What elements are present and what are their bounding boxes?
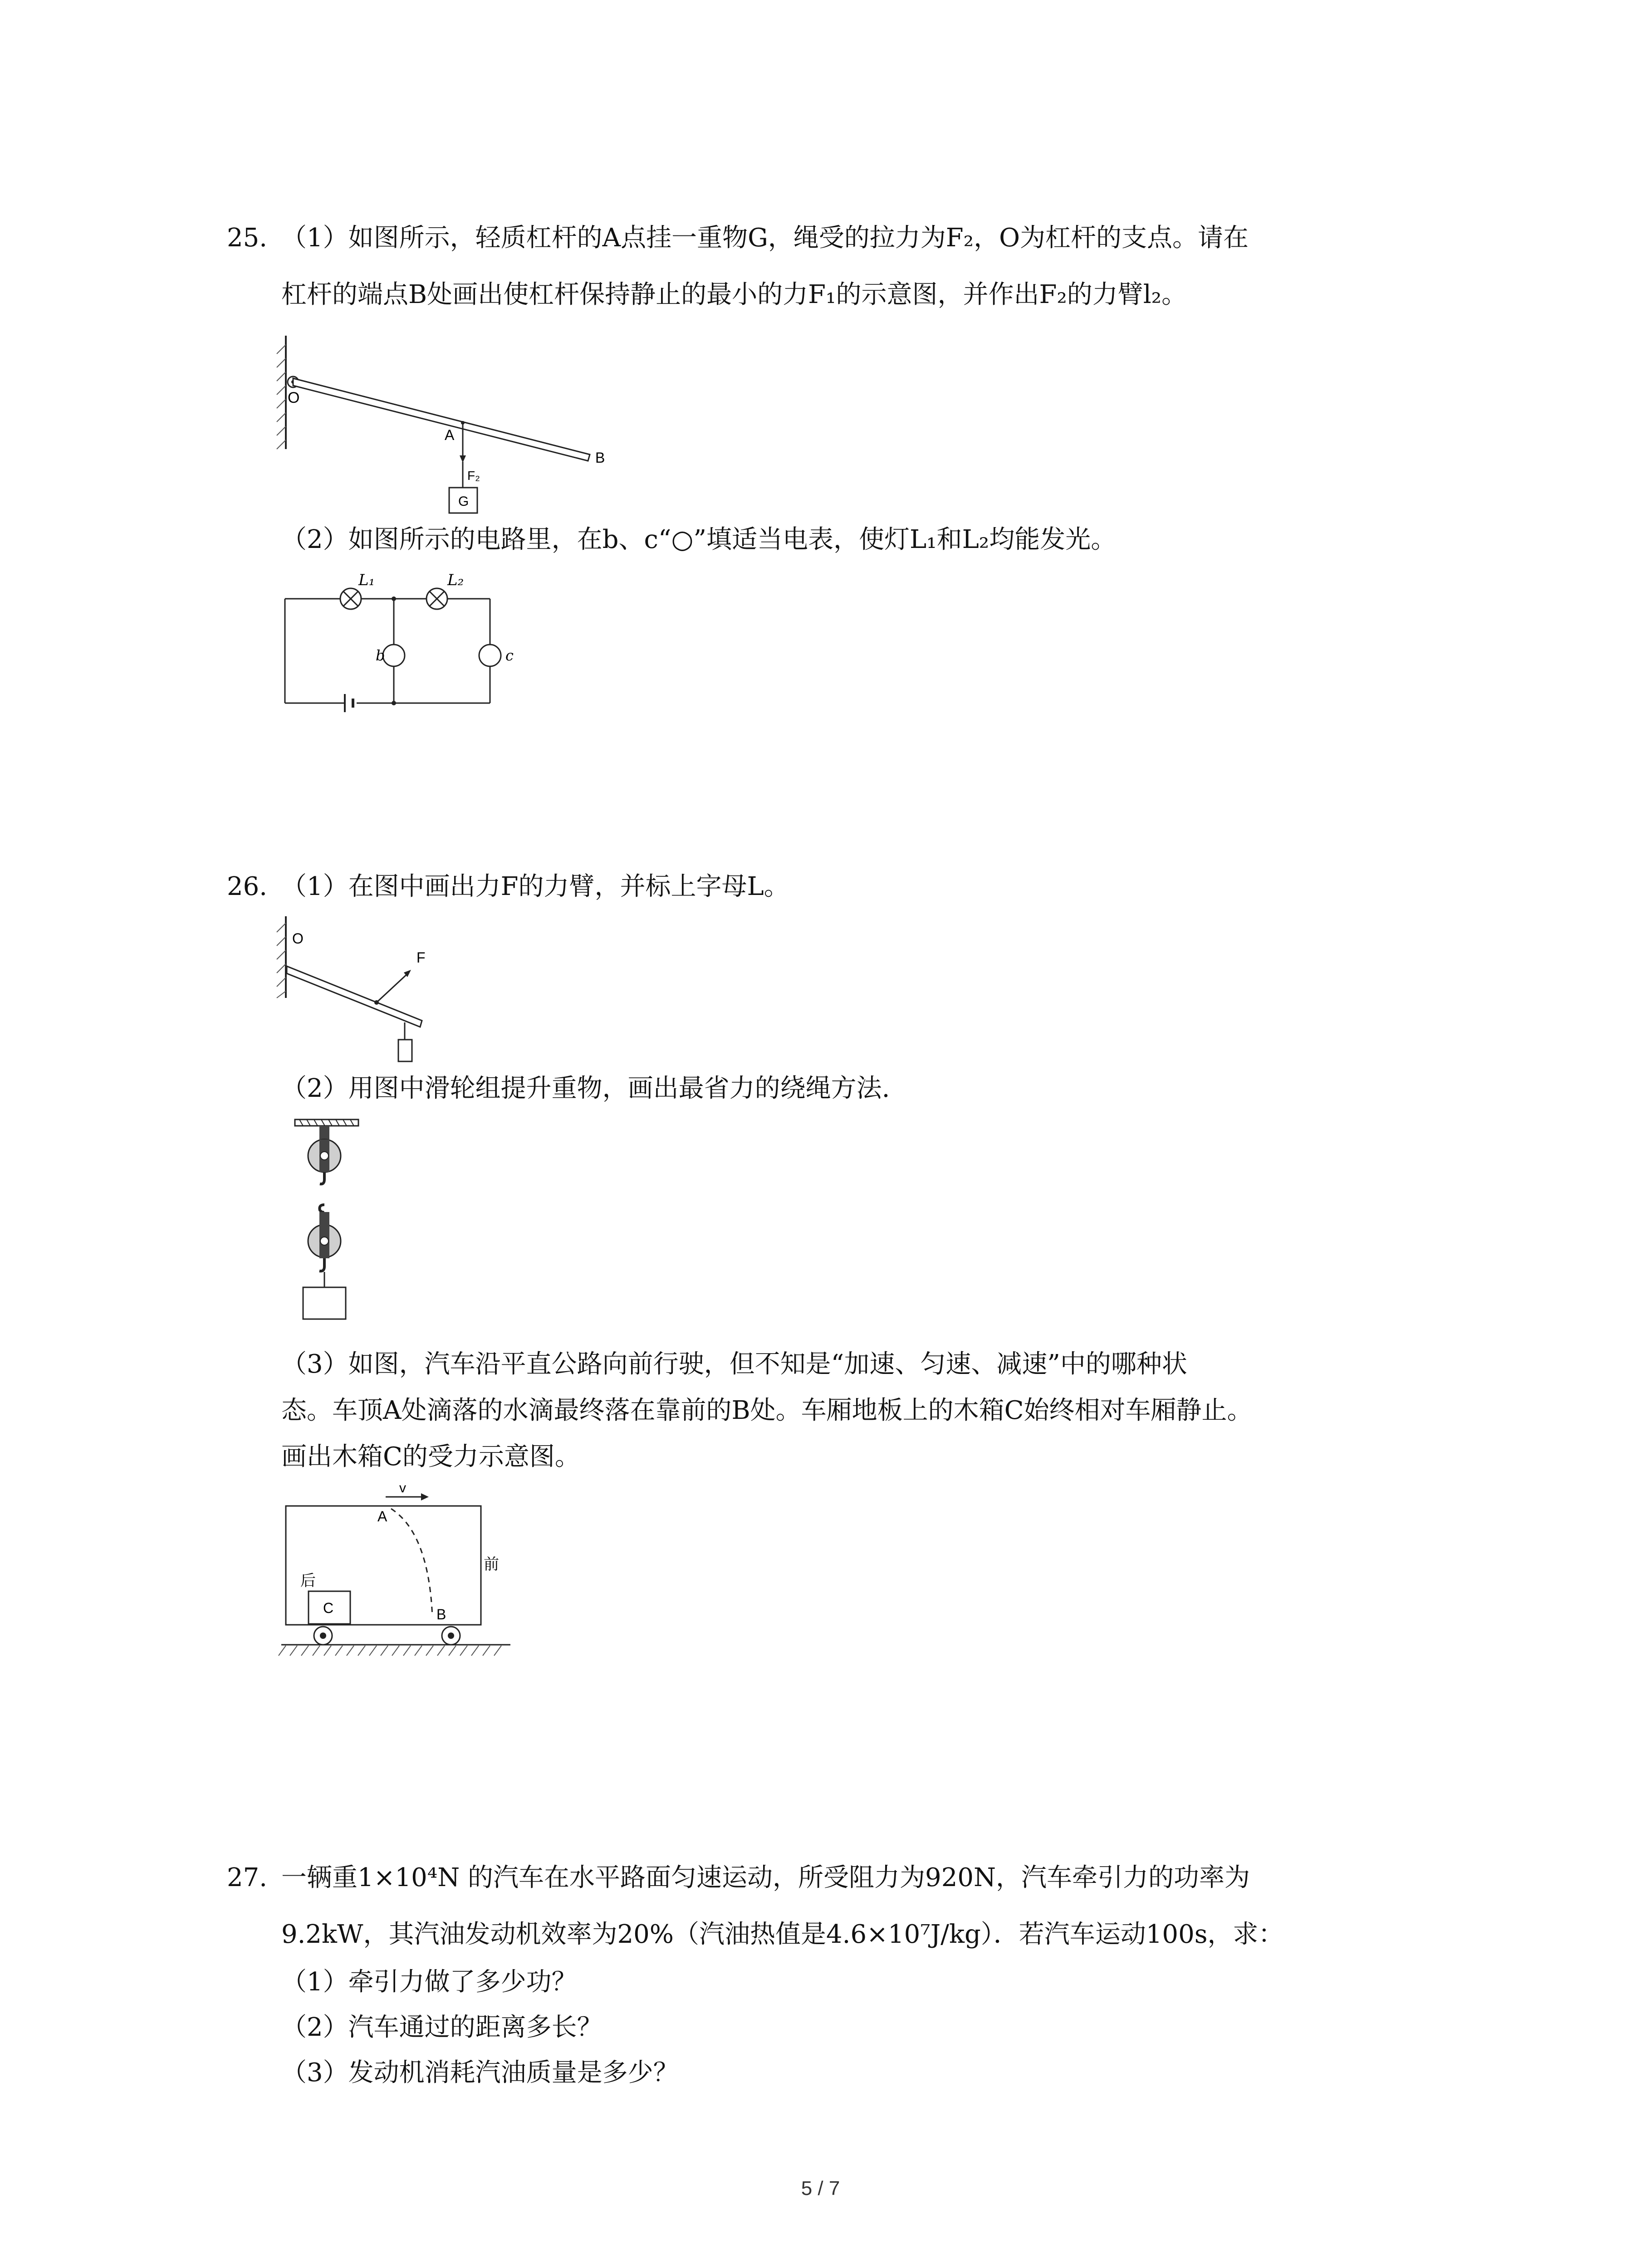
q25-part2-text: （2）如图所示的电路里，在b、c“○”填适当电表，使灯L₁和L₂均能发光。	[281, 525, 1117, 554]
q26-label-front: 前	[484, 1555, 499, 1574]
q26-car-svg	[272, 1483, 526, 1665]
q25-label-c: c	[505, 647, 514, 664]
q27-sub3: （3）发动机消耗汽油质量是多少？	[281, 2058, 679, 2087]
q25-label-L1: L₁	[358, 572, 375, 589]
q27-number: 27.	[227, 1863, 268, 1892]
q25-label-b: b	[376, 647, 385, 664]
q27-text-line2: 9.2kW，其汽油发动机效率为20%（汽油热值是4.6×10⁷J/kg）．若汽车运动100s，求：	[281, 1920, 1284, 1949]
q26-label-back: 后	[300, 1572, 316, 1590]
q26-part1-text: （1）在图中画出力F的力臂，并标上字母L。	[281, 872, 789, 901]
q25-circuit-figure	[272, 572, 526, 721]
q26-car-figure	[272, 1483, 526, 1665]
q26-label-v: v	[399, 1483, 406, 1496]
q25-label-G: G	[458, 494, 469, 509]
q26-part3-text-line3: 画出木箱C的受力示意图。	[281, 1442, 580, 1471]
q26-number: 26.	[227, 872, 268, 901]
q26-label-B: B	[436, 1606, 446, 1623]
q25-label-B: B	[595, 450, 605, 466]
q25-label-L2: L₂	[447, 572, 464, 589]
q26-lever-svg	[272, 912, 463, 1066]
q27-sub1: （1）牵引力做了多少功？	[281, 1967, 577, 1997]
q25-circuit-svg	[272, 572, 526, 721]
q27-sub2: （2）汽车通过的距离多长？	[281, 2013, 603, 2042]
q26-label-A: A	[377, 1508, 387, 1525]
q26-pulley-svg	[290, 1116, 372, 1343]
q26-label-C: C	[323, 1600, 334, 1616]
q26-label-O: O	[292, 930, 304, 947]
q26-lever-figure	[272, 912, 463, 1066]
q26-pulley-figure	[290, 1116, 372, 1343]
q25-label-O: O	[288, 389, 300, 406]
q26-part3-text-line2: 态。车顶A处滴落的水滴最终落在靠前的B处。车厢地板上的木箱C始终相对车厢静止。	[281, 1396, 1253, 1425]
q26-part2-text: （2）用图中滑轮组提升重物，画出最省力的绕绳方法.	[281, 1074, 890, 1103]
q25-label-A: A	[445, 427, 455, 443]
q25-text-line1: （1）如图所示，轻质杠杆的A点挂一重物G，绳受的拉力为F₂，O为杠杆的支点。请在	[281, 223, 1249, 253]
q26-label-F: F	[416, 949, 426, 966]
q25-label-F2: F₂	[467, 469, 480, 483]
page-number: 5 / 7	[801, 2177, 840, 2200]
q25-lever-svg	[272, 327, 635, 526]
q25-text-line2: 杠杆的端点B处画出使杠杆保持静止的最小的力F₁的示意图，并作出F₂的力臂l₂。	[281, 280, 1187, 309]
q25-lever-figure	[272, 327, 635, 526]
q26-part3-text-line1: （3）如图，汽车沿平直公路向前行驶，但不知是“加速、匀速、减速”中的哪种状	[281, 1349, 1187, 1379]
q27-text-line1: 一辆重1×10⁴N 的汽车在水平路面匀速运动，所受阻力为920N，汽车牵引力的功率为	[281, 1863, 1250, 1892]
q25-number: 25.	[227, 223, 268, 253]
